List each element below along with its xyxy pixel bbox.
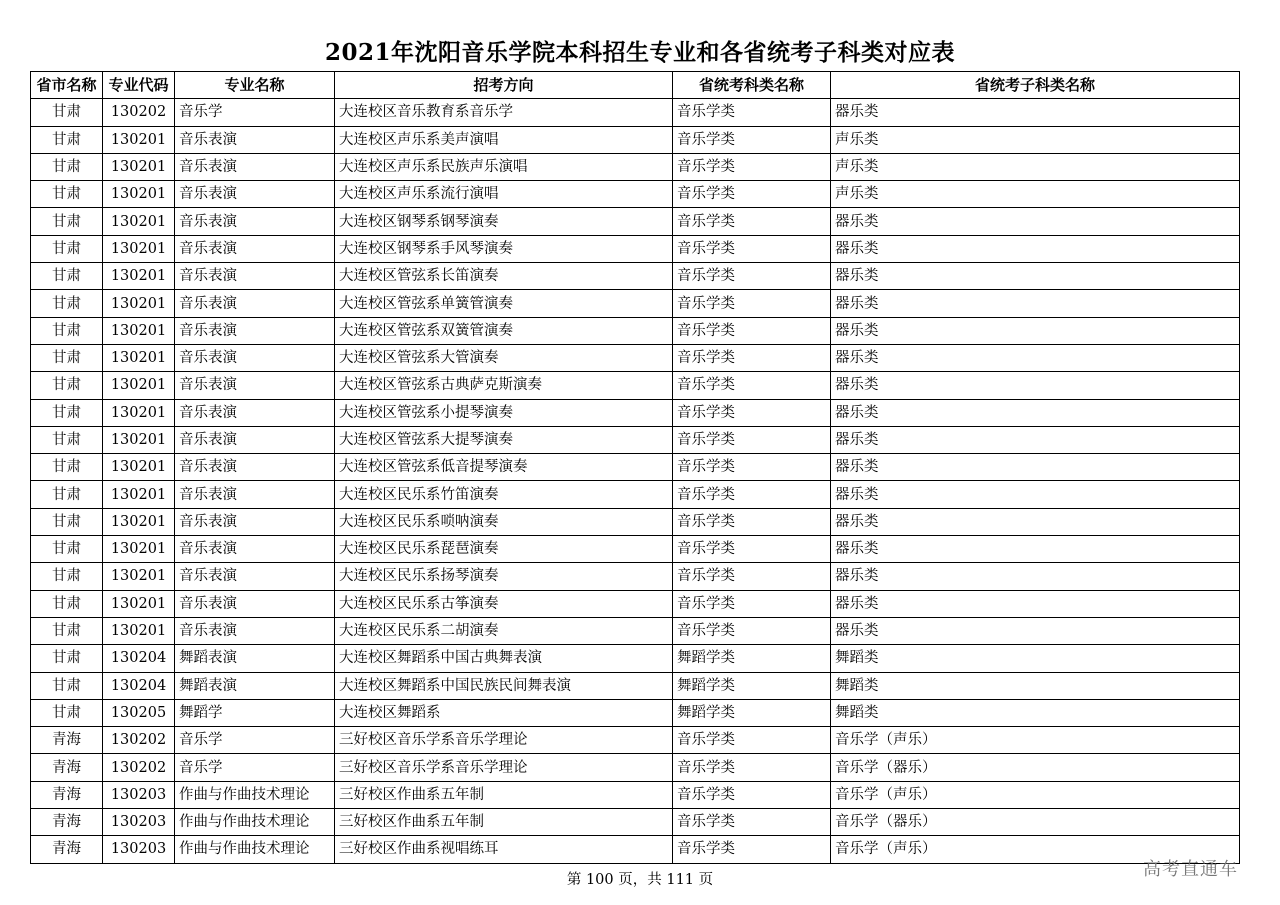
cell-subcategory: 音乐学（声乐） — [831, 836, 1240, 863]
cell-subcategory: 舞蹈类 — [831, 645, 1240, 672]
cell-major-code: 130201 — [103, 126, 175, 153]
cell-major-name: 音乐表演 — [175, 617, 335, 644]
cell-category: 音乐学类 — [673, 727, 831, 754]
cell-direction: 三好校区音乐学系音乐学理论 — [335, 727, 673, 754]
cell-major-name: 音乐表演 — [175, 181, 335, 208]
cell-major-code: 130201 — [103, 399, 175, 426]
cell-province: 甘肃 — [31, 344, 103, 371]
cell-subcategory: 器乐类 — [831, 99, 1240, 126]
cell-category: 音乐学类 — [673, 235, 831, 262]
cell-province: 青海 — [31, 727, 103, 754]
cell-major-name: 音乐表演 — [175, 536, 335, 563]
cell-major-code: 130201 — [103, 372, 175, 399]
cell-major-name: 音乐表演 — [175, 153, 335, 180]
table-row — [31, 344, 1240, 371]
cell-major-code: 130202 — [103, 99, 175, 126]
cell-subcategory: 器乐类 — [831, 317, 1240, 344]
cell-category: 音乐学类 — [673, 508, 831, 535]
cell-subcategory: 器乐类 — [831, 399, 1240, 426]
table-row — [31, 590, 1240, 617]
col-header-major-name: 专业名称 — [175, 72, 335, 99]
cell-province: 甘肃 — [31, 263, 103, 290]
cell-major-code: 130201 — [103, 153, 175, 180]
cell-major-code: 130203 — [103, 781, 175, 808]
cell-major-code: 130201 — [103, 208, 175, 235]
cell-major-code: 130203 — [103, 836, 175, 863]
cell-major-name: 音乐表演 — [175, 426, 335, 453]
table-row — [31, 809, 1240, 836]
cell-category: 音乐学类 — [673, 317, 831, 344]
cell-category: 音乐学类 — [673, 153, 831, 180]
cell-major-code: 130201 — [103, 344, 175, 371]
cell-direction: 大连校区民乐系二胡演奏 — [335, 617, 673, 644]
col-header-direction: 招考方向 — [335, 72, 673, 99]
cell-major-name: 音乐表演 — [175, 399, 335, 426]
cell-major-name: 音乐学 — [175, 99, 335, 126]
cell-province: 甘肃 — [31, 399, 103, 426]
table-row — [31, 454, 1240, 481]
cell-direction: 三好校区作曲系五年制 — [335, 781, 673, 808]
cell-category: 音乐学类 — [673, 617, 831, 644]
cell-direction: 大连校区民乐系琵琶演奏 — [335, 536, 673, 563]
cell-category: 音乐学类 — [673, 563, 831, 590]
cell-major-name: 音乐表演 — [175, 372, 335, 399]
cell-major-code: 130204 — [103, 672, 175, 699]
cell-major-code: 130202 — [103, 727, 175, 754]
table-row — [31, 399, 1240, 426]
table-row — [31, 235, 1240, 262]
cell-category: 音乐学类 — [673, 536, 831, 563]
table-row — [31, 536, 1240, 563]
cell-major-name: 音乐表演 — [175, 481, 335, 508]
cell-category: 音乐学类 — [673, 590, 831, 617]
cell-category: 音乐学类 — [673, 290, 831, 317]
cell-major-code: 130201 — [103, 181, 175, 208]
cell-province: 甘肃 — [31, 208, 103, 235]
cell-direction: 三好校区音乐学系音乐学理论 — [335, 754, 673, 781]
cell-province: 青海 — [31, 836, 103, 863]
cell-major-code: 130201 — [103, 536, 175, 563]
cell-major-name: 音乐表演 — [175, 454, 335, 481]
cell-major-code: 130201 — [103, 563, 175, 590]
cell-province: 甘肃 — [31, 536, 103, 563]
table-row — [31, 481, 1240, 508]
cell-province: 甘肃 — [31, 508, 103, 535]
cell-subcategory: 音乐学（声乐） — [831, 727, 1240, 754]
cell-subcategory: 器乐类 — [831, 344, 1240, 371]
cell-major-code: 130201 — [103, 263, 175, 290]
cell-category: 舞蹈学类 — [673, 672, 831, 699]
admission-table — [30, 71, 1240, 864]
table-row — [31, 754, 1240, 781]
cell-subcategory: 音乐学（器乐） — [831, 754, 1240, 781]
cell-category: 音乐学类 — [673, 809, 831, 836]
table-body — [31, 99, 1240, 863]
cell-direction: 大连校区管弦系低音提琴演奏 — [335, 454, 673, 481]
cell-province: 甘肃 — [31, 290, 103, 317]
col-header-major-code: 专业代码 — [103, 72, 175, 99]
table-row — [31, 617, 1240, 644]
cell-direction: 大连校区管弦系单簧管演奏 — [335, 290, 673, 317]
cell-major-name: 音乐学 — [175, 727, 335, 754]
col-header-subcategory: 省统考子科类名称 — [831, 72, 1240, 99]
cell-subcategory: 声乐类 — [831, 181, 1240, 208]
cell-category: 音乐学类 — [673, 372, 831, 399]
cell-subcategory: 器乐类 — [831, 590, 1240, 617]
cell-province: 甘肃 — [31, 181, 103, 208]
cell-category: 音乐学类 — [673, 454, 831, 481]
cell-major-name: 音乐表演 — [175, 126, 335, 153]
cell-direction: 三好校区作曲系视唱练耳 — [335, 836, 673, 863]
cell-direction: 大连校区舞蹈系中国古典舞表演 — [335, 645, 673, 672]
cell-major-code: 130205 — [103, 699, 175, 726]
table-row — [31, 672, 1240, 699]
cell-major-code: 130201 — [103, 617, 175, 644]
cell-subcategory: 音乐学（器乐） — [831, 809, 1240, 836]
cell-province: 甘肃 — [31, 426, 103, 453]
cell-major-name: 作曲与作曲技术理论 — [175, 836, 335, 863]
cell-direction: 大连校区管弦系小提琴演奏 — [335, 399, 673, 426]
cell-subcategory: 器乐类 — [831, 617, 1240, 644]
cell-major-name: 音乐表演 — [175, 590, 335, 617]
page-footer: 第 100 页，共 111 页 — [566, 872, 714, 888]
cell-subcategory: 器乐类 — [831, 208, 1240, 235]
cell-direction: 大连校区民乐系古筝演奏 — [335, 590, 673, 617]
cell-major-name: 音乐表演 — [175, 290, 335, 317]
cell-province: 甘肃 — [31, 481, 103, 508]
cell-major-name: 音乐表演 — [175, 208, 335, 235]
cell-direction: 大连校区民乐系竹笛演奏 — [335, 481, 673, 508]
cell-subcategory: 器乐类 — [831, 454, 1240, 481]
table-header-row — [31, 72, 1240, 99]
cell-category: 音乐学类 — [673, 481, 831, 508]
cell-category: 舞蹈学类 — [673, 699, 831, 726]
cell-direction: 大连校区管弦系长笛演奏 — [335, 263, 673, 290]
cell-direction: 大连校区钢琴系钢琴演奏 — [335, 208, 673, 235]
cell-subcategory: 音乐学（声乐） — [831, 781, 1240, 808]
cell-province: 甘肃 — [31, 153, 103, 180]
table-row — [31, 126, 1240, 153]
cell-category: 音乐学类 — [673, 263, 831, 290]
table-row — [31, 290, 1240, 317]
cell-province: 青海 — [31, 754, 103, 781]
cell-province: 青海 — [31, 809, 103, 836]
cell-major-code: 130201 — [103, 426, 175, 453]
cell-direction: 大连校区管弦系古典萨克斯演奏 — [335, 372, 673, 399]
table-row — [31, 181, 1240, 208]
cell-direction: 大连校区舞蹈系中国民族民间舞表演 — [335, 672, 673, 699]
cell-province: 甘肃 — [31, 126, 103, 153]
cell-major-code: 130201 — [103, 290, 175, 317]
table-row — [31, 263, 1240, 290]
table-row — [31, 727, 1240, 754]
cell-subcategory: 器乐类 — [831, 372, 1240, 399]
table-row — [31, 99, 1240, 126]
cell-direction: 大连校区声乐系美声演唱 — [335, 126, 673, 153]
cell-direction: 大连校区管弦系大管演奏 — [335, 344, 673, 371]
cell-major-code: 130201 — [103, 508, 175, 535]
cell-category: 音乐学类 — [673, 836, 831, 863]
cell-category: 音乐学类 — [673, 208, 831, 235]
cell-major-name: 舞蹈表演 — [175, 645, 335, 672]
cell-major-code: 130201 — [103, 454, 175, 481]
cell-major-name: 音乐表演 — [175, 317, 335, 344]
table-row — [31, 781, 1240, 808]
table-row — [31, 836, 1240, 863]
cell-province: 甘肃 — [31, 617, 103, 644]
cell-major-code: 130201 — [103, 481, 175, 508]
cell-major-name: 作曲与作曲技术理论 — [175, 781, 335, 808]
cell-major-name: 舞蹈学 — [175, 699, 335, 726]
cell-province: 甘肃 — [31, 699, 103, 726]
col-header-province: 省市名称 — [31, 72, 103, 99]
cell-subcategory: 声乐类 — [831, 153, 1240, 180]
cell-direction: 大连校区民乐系唢呐演奏 — [335, 508, 673, 535]
cell-subcategory: 舞蹈类 — [831, 699, 1240, 726]
cell-direction: 大连校区管弦系大提琴演奏 — [335, 426, 673, 453]
table-row — [31, 508, 1240, 535]
cell-major-code: 130203 — [103, 809, 175, 836]
cell-direction: 大连校区舞蹈系 — [335, 699, 673, 726]
cell-subcategory: 舞蹈类 — [831, 672, 1240, 699]
cell-province: 甘肃 — [31, 590, 103, 617]
cell-category: 音乐学类 — [673, 181, 831, 208]
cell-category: 音乐学类 — [673, 426, 831, 453]
page-title: 2021年沈阳音乐学院本科招生专业和各省统考子科类对应表 — [324, 39, 955, 66]
cell-major-name: 音乐表演 — [175, 344, 335, 371]
cell-direction: 大连校区声乐系流行演唱 — [335, 181, 673, 208]
cell-province: 甘肃 — [31, 99, 103, 126]
cell-major-name: 音乐表演 — [175, 263, 335, 290]
cell-major-code: 130202 — [103, 754, 175, 781]
cell-direction: 大连校区音乐教育系音乐学 — [335, 99, 673, 126]
cell-category: 舞蹈学类 — [673, 645, 831, 672]
cell-major-name: 音乐表演 — [175, 235, 335, 262]
cell-category: 音乐学类 — [673, 781, 831, 808]
cell-major-name: 作曲与作曲技术理论 — [175, 809, 335, 836]
cell-major-name: 音乐学 — [175, 754, 335, 781]
table-row — [31, 563, 1240, 590]
cell-category: 音乐学类 — [673, 399, 831, 426]
cell-direction: 三好校区作曲系五年制 — [335, 809, 673, 836]
cell-subcategory: 器乐类 — [831, 508, 1240, 535]
cell-subcategory: 器乐类 — [831, 235, 1240, 262]
cell-direction: 大连校区管弦系双簧管演奏 — [335, 317, 673, 344]
table-row — [31, 645, 1240, 672]
cell-category: 音乐学类 — [673, 754, 831, 781]
cell-direction: 大连校区民乐系扬琴演奏 — [335, 563, 673, 590]
cell-province: 甘肃 — [31, 235, 103, 262]
cell-subcategory: 器乐类 — [831, 536, 1240, 563]
cell-category: 音乐学类 — [673, 344, 831, 371]
table-row — [31, 208, 1240, 235]
cell-province: 甘肃 — [31, 645, 103, 672]
cell-province: 甘肃 — [31, 454, 103, 481]
cell-subcategory: 器乐类 — [831, 290, 1240, 317]
cell-province: 甘肃 — [31, 563, 103, 590]
cell-major-name: 音乐表演 — [175, 508, 335, 535]
cell-major-code: 130201 — [103, 235, 175, 262]
cell-category: 音乐学类 — [673, 126, 831, 153]
table-row — [31, 317, 1240, 344]
cell-province: 甘肃 — [31, 372, 103, 399]
cell-major-name: 舞蹈表演 — [175, 672, 335, 699]
cell-major-code: 130204 — [103, 645, 175, 672]
cell-subcategory: 声乐类 — [831, 126, 1240, 153]
cell-category: 音乐学类 — [673, 99, 831, 126]
cell-major-code: 130201 — [103, 317, 175, 344]
cell-province: 青海 — [31, 781, 103, 808]
table-row — [31, 699, 1240, 726]
cell-direction: 大连校区钢琴系手风琴演奏 — [335, 235, 673, 262]
cell-subcategory: 器乐类 — [831, 426, 1240, 453]
cell-major-code: 130201 — [103, 590, 175, 617]
cell-direction: 大连校区声乐系民族声乐演唱 — [335, 153, 673, 180]
cell-province: 甘肃 — [31, 317, 103, 344]
cell-subcategory: 器乐类 — [831, 263, 1240, 290]
cell-province: 甘肃 — [31, 672, 103, 699]
cell-subcategory: 器乐类 — [831, 481, 1240, 508]
watermark: 高考直通车 — [1143, 859, 1238, 880]
cell-subcategory: 器乐类 — [831, 563, 1240, 590]
col-header-category: 省统考科类名称 — [673, 72, 831, 99]
table-row — [31, 426, 1240, 453]
table-row — [31, 153, 1240, 180]
cell-major-name: 音乐表演 — [175, 563, 335, 590]
table-row — [31, 372, 1240, 399]
